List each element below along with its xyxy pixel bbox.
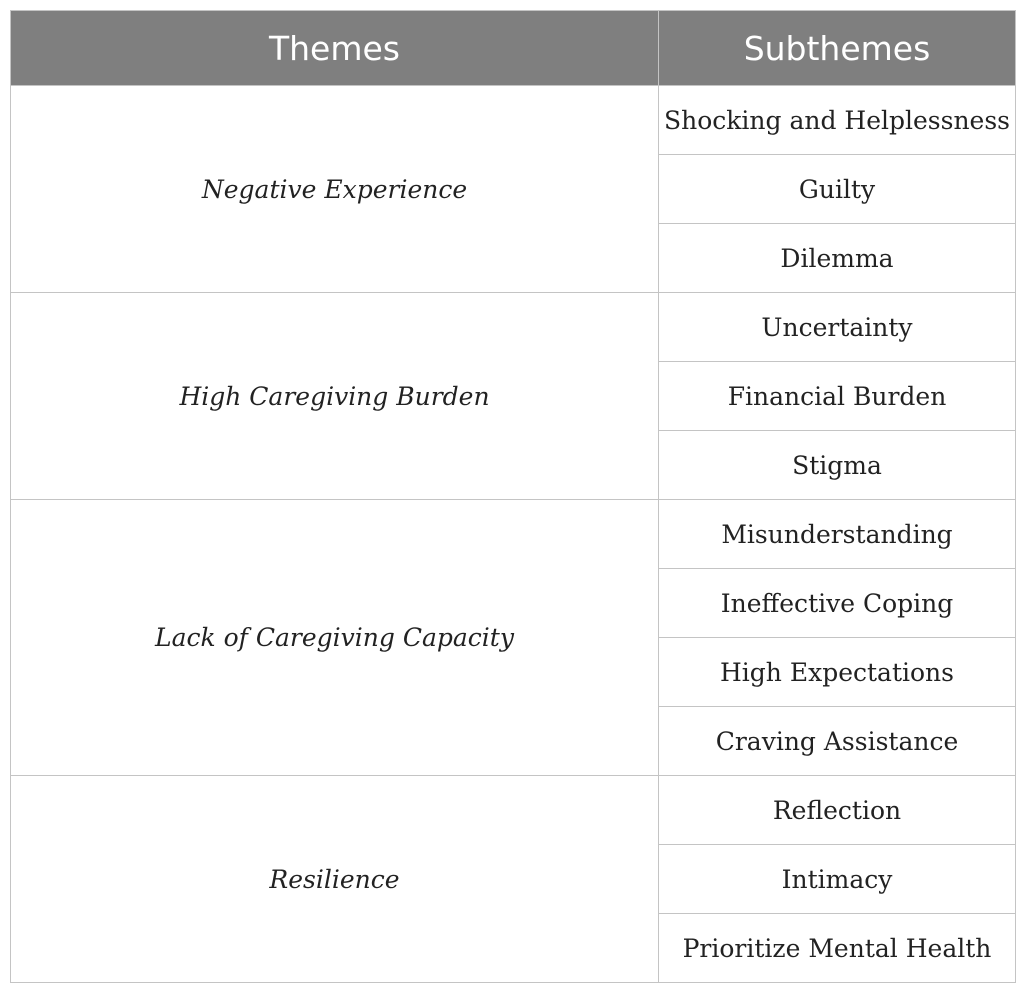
subtheme-cell: Craving Assistance [659,707,1016,776]
subtheme-cell: Uncertainty [659,293,1016,362]
subtheme-cell: Prioritize Mental Health [659,914,1016,983]
table-row [11,293,1016,362]
subtheme-cell: Ineffective Coping [659,569,1016,638]
subtheme-cell: Misunderstanding [659,500,1016,569]
table-row [11,776,1016,845]
header-subthemes: Subthemes [659,11,1016,86]
subtheme-cell: Intimacy [659,845,1016,914]
theme-cell: Negative Experience [11,86,659,293]
table-row [11,86,1016,155]
subtheme-cell: Reflection [659,776,1016,845]
subtheme-cell: Financial Burden [659,362,1016,431]
subtheme-cell: Stigma [659,431,1016,500]
subtheme-cell: Guilty [659,155,1016,224]
subtheme-cell: Shocking and Helplessness [659,86,1016,155]
theme-cell: High Caregiving Burden [11,293,659,500]
subtheme-cell: High Expectations [659,638,1016,707]
subtheme-cell: Dilemma [659,224,1016,293]
themes-table [10,10,1016,983]
header-themes: Themes [11,11,659,86]
header-row [11,11,1016,86]
table-row [11,500,1016,569]
theme-cell: Resilience [11,776,659,983]
theme-cell: Lack of Caregiving Capacity [11,500,659,776]
